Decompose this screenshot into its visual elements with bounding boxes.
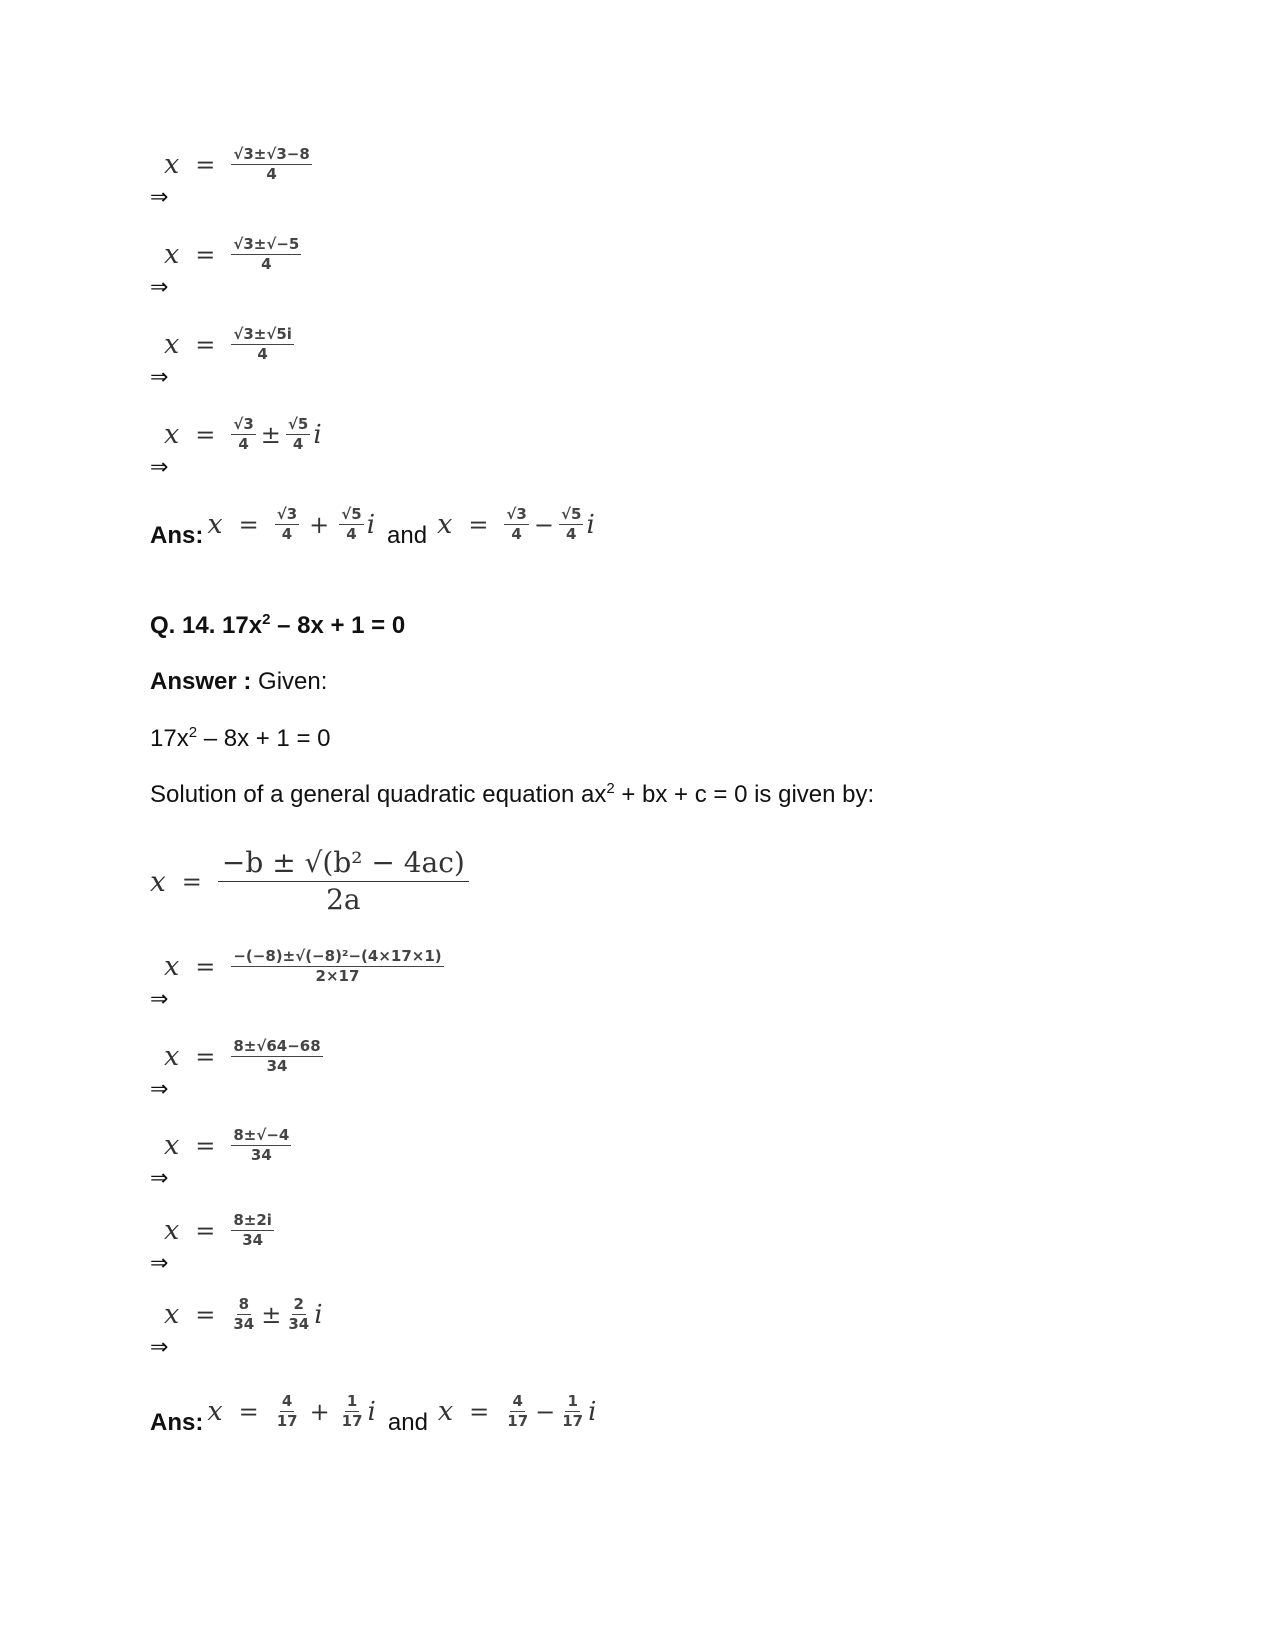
solution-statement: Solution of a general quadratic equation $ax^2$ + bx + c = 0 is given by: [150, 780, 875, 808]
answer-equation-2: x = $\frac{4}{17}$ − $\frac{1}{17}$ i [437, 1392, 597, 1430]
given-equation: $17x^2 - 8x + 1 = 0$ [150, 724, 331, 752]
implies-arrow: ⇒ [150, 185, 169, 210]
implies-arrow: ⇒ [150, 365, 169, 390]
fraction: $\frac{8\pm√64-68}{34}$ [233, 1037, 321, 1075]
answer-line [150, 505, 595, 550]
fraction: $\frac{\text{−b ± √(b² − 4ac)}}{2a}$ [218, 845, 469, 918]
implies-arrow: ⇒ [150, 455, 169, 480]
equation: x = $\frac{8\pm 2i}{34}$ [164, 1211, 272, 1249]
answer-equation-2: x = $\frac{√3}{4}$ − $\frac{√5}{4}$ i [437, 505, 595, 543]
equation: x = $\frac{8}{34}$ ± $\frac{2}{34}$ i [164, 1295, 323, 1333]
fraction: $\frac{8\pm 2i}{34}$ [233, 1211, 272, 1249]
answer-line [150, 1392, 596, 1437]
equation: x = $\frac{8\pm√64-68}{34}$ [164, 1037, 321, 1075]
fraction: $\frac{8\pm√-4}{34}$ [233, 1126, 290, 1164]
implies-arrow: ⇒ [150, 1251, 169, 1276]
fraction: $\frac{2}{34}$ [288, 1295, 310, 1333]
fraction: $\frac{8}{34}$ [233, 1295, 255, 1333]
fraction: $\frac{√3\pm√3-8}{4}$ [233, 145, 310, 183]
equation: x = $\frac{\text{−(−8)±√(−8)²−(4×17×1)}}{2\times 17}$ [164, 947, 442, 985]
and-word: and [387, 522, 428, 549]
fraction: $\frac{√3}{4}$ [233, 415, 254, 453]
implies-arrow: ⇒ [150, 1335, 169, 1360]
fraction: $\frac{√3\pm√-5}{4}$ [233, 235, 300, 273]
implies-arrow: ⇒ [150, 1077, 169, 1102]
answer-equation-1: x = $\frac{4}{17}$ + $\frac{1}{17}$ i [207, 1392, 376, 1430]
implies-arrow: ⇒ [150, 1166, 169, 1191]
answer-label: Answer : [150, 668, 252, 695]
answer-intro: Answer : Given: [150, 668, 328, 695]
equation: x = $\frac{√3\pm√5i}{4}$ [164, 325, 292, 363]
and-word: and [387, 1409, 428, 1436]
equation: x = $\frac{8\pm√-4}{34}$ [164, 1126, 290, 1164]
fraction: $\frac{√3\pm√5i}{4}$ [233, 325, 292, 363]
equation: x = $\frac{√3}{4}$ ± $\frac{√5}{4}$ i [164, 415, 322, 453]
implies-arrow: ⇒ [150, 275, 169, 300]
equation: x = $\frac{√3\pm√3-8}{4}$ [164, 145, 310, 183]
answer-equation-1: x = $\frac{√3}{4}$ + $\frac{√5}{4}$ i [207, 505, 376, 543]
implies-arrow: ⇒ [150, 987, 169, 1012]
answer-label: Ans: [150, 1409, 204, 1436]
fraction: $\frac{√5}{4}$ [287, 415, 309, 453]
equation: x = $\frac{√3\pm√-5}{4}$ [164, 235, 300, 273]
answer-label: Ans: [150, 522, 204, 549]
question-heading: Q. 14. $17x^2 - 8x + 1 = 0$ [150, 611, 406, 639]
fraction: $\frac{\text{−(−8)±√(−8)²−(4×17×1)}}{2\times 17}$ [233, 947, 442, 985]
